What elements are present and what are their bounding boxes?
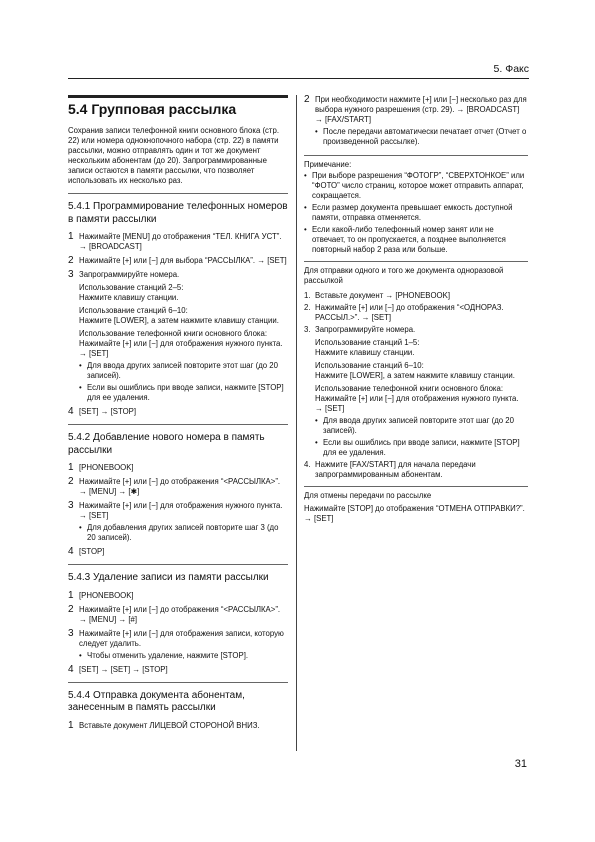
step-1: 1 Нажимайте [MENU] до отображения “ТЕЛ. КНИГА УСТ”. → [BROADCAST] — [68, 231, 282, 251]
one-time-broadcast-box — [304, 261, 528, 480]
numbered-step: 3. Запрограммируйте номера. Использование станций 1–5: Нажмите клавишу станции. Использование станций 6–10: Нажмите [LOWER], а затем нажмите клавишу станции. Использование телефонной книги основного блока: Нажимайте [+] или [−] для отображения нужного пункта. → [SET] • Для ввода других записей повторите этот шаг (до 20 записей). • Если вы ошиблись при вводе записи, нажмите [STOP] для ее удаления. — [304, 325, 528, 458]
note-heading: Примечание: — [304, 155, 528, 169]
section-title: 5.4 Групповая рассылка — [68, 95, 288, 117]
cancel-heading: Для отмены передачи по рассылке — [304, 491, 432, 500]
step-1: 1 [PHONEBOOK] — [68, 589, 134, 601]
section-intro: Сохранив записи телефонной книги основного блока (стр. 22) или номера однокнопочного набора (стр. 22) в памяти рассылки, можно отправлять один и тот же документ нескольким абонентам (до 20). Запрограммированные записи остаются в памяти рассылки, что позволяет использовать их несколько раз. — [68, 126, 280, 185]
bullet: • Если вы ошиблись при вводе записи, нажмите [STOP] для ее удаления. — [79, 383, 284, 402]
cancel-broadcast-box — [304, 486, 528, 524]
bullet: • После передачи автоматически печатает отчет (Отчет о произведенной рассылке). — [315, 127, 527, 146]
subsection-541-title: 5.4.1 Программирование телефонных номеров в памяти рассылки — [68, 193, 288, 226]
subsection-543-title: 5.4.3 Удаление записи из памяти рассылки — [68, 564, 288, 585]
bullet: • Если вы ошиблись при вводе записи, нажмите [STOP] для ее удаления. — [315, 438, 520, 457]
step-3: 3 Нажимайте [+] или [−] для отображения записи, которую следует удалить. • Чтобы отменить удаление, нажмите [STOP]. — [68, 629, 288, 661]
header-rule — [68, 78, 529, 79]
note-bullet: • Если какой-либо телефонный номер занят или не отвечает, то он пропускается, а позднее выполняется повторный набор 2 раза или больше. — [304, 225, 506, 254]
cancel-text: Нажимайте [STOP] до отображения “ОТМЕНА ОТПРАВКИ?”. → [SET] — [304, 504, 525, 523]
bullet: • Для ввода других записей повторите этот шаг (до 20 записей). — [315, 416, 514, 435]
right-column — [304, 95, 528, 524]
bullet: • Чтобы отменить удаление, нажмите [STOP]. — [79, 650, 249, 660]
step-1: 1 Вставьте документ ЛИЦЕВОЙ СТОРОНОЙ ВНИЗ. — [68, 719, 260, 731]
step-4: 4 [STOP] — [68, 546, 105, 557]
step-4: 4 [SET] → [STOP] — [68, 406, 137, 417]
numbered-step: 4. Нажмите [FAX/START] для начала передачи запрограммированным абонентам. — [304, 460, 476, 479]
step-2: 2 Нажимайте [+] или [−] для выбора “РАССЫЛКА”. → [SET] — [68, 255, 287, 266]
bullet: • Для добавления других записей повторите шаг 3 (до 20 записей). — [79, 523, 279, 542]
subsection-544-title: 5.4.4 Отправка документа абонентам, занесенным в память рассылки — [68, 682, 288, 715]
note-bullet: • Если размер документа превышает емкость доступной памяти, отправка отменяется. — [304, 203, 513, 222]
note-bullet: • При выборе разрешения “ФОТОГР”, “СВЕРХТОНКОЕ” или “ФОТО” число страниц, которое может отправить аппарат, сокращается. — [304, 171, 525, 200]
step-4: 4 [SET] → [SET] → [STOP] — [68, 663, 168, 675]
step-1: 1 [PHONEBOOK] — [68, 462, 134, 473]
page-number: 31 — [514, 758, 527, 770]
step-2: 2 При необходимости нажмите [+] или [−] несколько раз для выбора нужного разрешения (стр. 29). → [BROADCAST] → [FAX/START] • После передачи автоматически печатает отчет (Отчет о произведенной рассылке). — [304, 94, 527, 146]
step-3: 3 Нажимайте [+] или [−] для отображения нужного пункта. → [SET] • Для добавления других записей повторите шаг 3 (до 20 записей). — [68, 501, 288, 543]
left-column — [68, 95, 288, 735]
step-2: 2 Нажимайте [+] или [−] до отображения “<РАССЫЛКА>”. → [MENU] → [#] — [68, 603, 281, 624]
subsection-542-title: 5.4.2 Добавление нового номера в память рассылки — [68, 424, 288, 457]
step-2: 2 Нажимайте [+] или [−] до отображения “<РАССЫЛКА>”. → [MENU] → [✱] — [68, 476, 281, 496]
column-divider — [296, 95, 297, 751]
one-time-heading: Для отправки одного и того же документа одноразовой рассылкой — [304, 266, 504, 285]
bullet: • Для ввода других записей повторите этот шаг (до 20 записей). — [79, 361, 278, 380]
numbered-step: 2. Нажимайте [+] или [−] до отображения “<ОДНОРАЗ. РАССЫЛ.>”. → [SET] — [304, 303, 504, 322]
numbered-step: 1. Вставьте документ → [PHONEBOOK] — [304, 291, 450, 300]
step-3: 3 Запрограммируйте номера. Использование станций 2–5: Нажмите клавишу станции. Использование станций 6–10: Нажмите [LOWER], а затем нажмите клавишу станции. Использование телефонной книги основного блока: Нажимайте [+] или [−] для отображения нужного пункта. → [SET] • Для ввода других записей повторите этот шаг (до 20 записей). • Если вы ошиблись при вводе записи, нажмите [STOP] для ее удаления. — [68, 270, 288, 403]
chapter-header: 5. Факс — [493, 63, 529, 75]
